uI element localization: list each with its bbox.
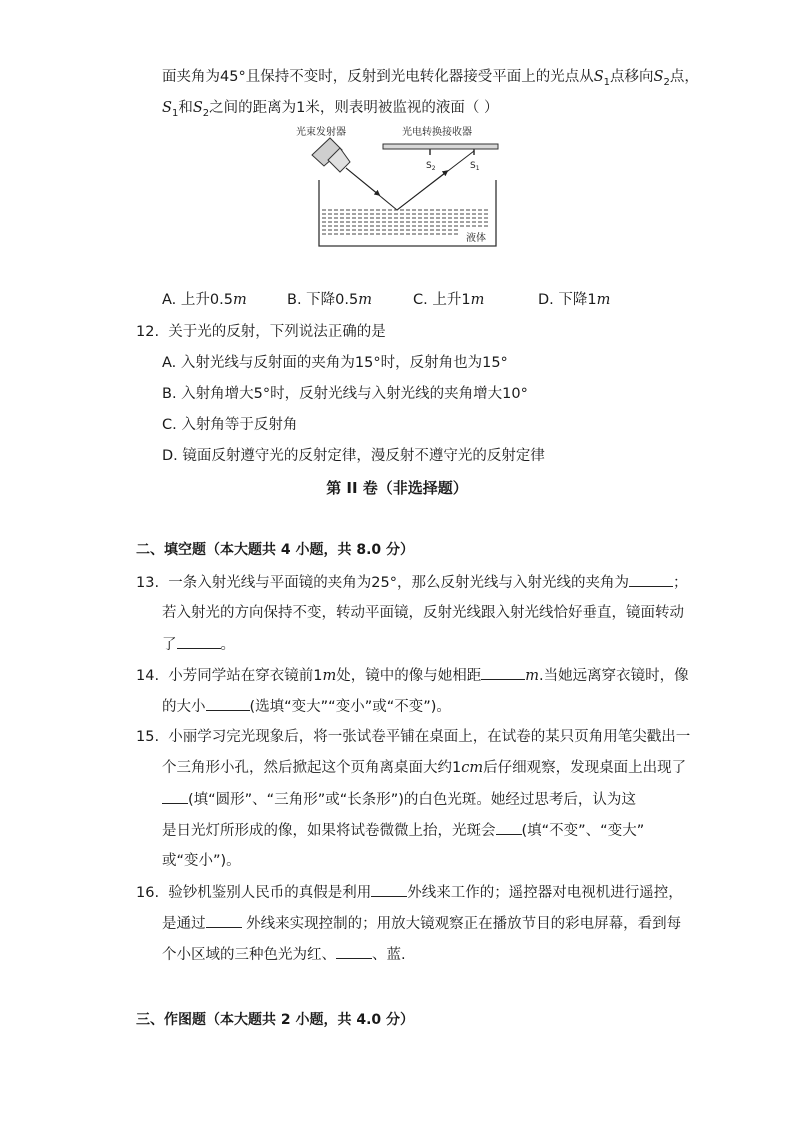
section-2-heading: 二、填空题（本大题共 4 小题，共 8.0 分） — [136, 542, 415, 558]
receiver-plate — [383, 144, 498, 149]
s1-subscript: 1 — [171, 107, 179, 119]
q12-stem — [136, 322, 386, 342]
option-key: C. — [162, 417, 177, 433]
q15-text: 是日光灯所形成的像，如果将试卷微微上抬，光斑会 — [162, 823, 496, 839]
q14-text: 的大小 — [162, 699, 206, 715]
liquid-label: 液体 — [466, 233, 486, 244]
question-number: 14. — [136, 668, 160, 684]
q11-option-d[interactable] — [538, 290, 610, 310]
q11-text: 之间的距离为1米，则表明被监视的液面（ ） — [209, 100, 499, 116]
option-unit: m — [596, 292, 611, 308]
option-text: 上升0.5 — [180, 292, 233, 308]
q13-text: 一条入射光线与平面镜的夹角为25°，那么反射光线与入射光线的夹角为 — [168, 575, 629, 591]
question-number: 12. — [136, 324, 160, 340]
option-text: 入射角增大5°时，反射光线与入射光线的夹角增大10° — [181, 386, 528, 402]
unit: m — [322, 668, 337, 684]
option-text: 上升1 — [432, 292, 471, 308]
q11-line-2 — [162, 98, 498, 124]
option-text: 下降1 — [558, 292, 597, 308]
option-key: A. — [162, 292, 177, 308]
q16-text: 外线来工作的；遥控器对电视机进行遥控， — [407, 885, 683, 901]
q16-text: 个小区域的三种色光为红、 — [162, 947, 336, 963]
option-text: 入射角等于反射角 — [181, 417, 298, 433]
q16-line-2 — [162, 913, 681, 934]
emitter-icon — [312, 138, 350, 172]
question-number: 13. — [136, 575, 160, 591]
q15-line-3 — [162, 789, 636, 810]
q13-line-2: 若入射光的方向保持不变，转动平面镜，反射光线跟入射光线恰好垂直，镜面转动 — [162, 605, 684, 621]
q16-text: 外线来实现控制的；用放大镜观察正在播放节目的彩电屏幕，看到每 — [241, 916, 682, 932]
q15-text: 小丽学习完光现象后，将一张试卷平铺在桌面上，在试卷的某只页角用笔尖戳出一 — [168, 729, 691, 745]
q15-line-4 — [162, 820, 644, 841]
option-text: 入射光线与反射面的夹角为15°时，反射角也为15° — [180, 355, 508, 371]
q15-text: (填“不变”、“变大” — [521, 823, 645, 839]
q16-text: 验钞机鉴别人民币的真假是利用 — [168, 885, 372, 901]
q14-text: (选填“变大”“变小”或“不变”)。 — [249, 699, 451, 715]
s2-subscript: 2 — [202, 107, 210, 119]
q13-text: 。 — [220, 637, 235, 653]
s2-symbol: S — [653, 69, 664, 85]
q11-option-b[interactable] — [287, 290, 372, 310]
option-key: C. — [413, 292, 428, 308]
q12-option-d[interactable] — [162, 446, 545, 466]
option-key: A. — [162, 355, 177, 371]
option-key: D. — [538, 292, 554, 308]
question-number: 15. — [136, 729, 160, 745]
q13-blank-1[interactable] — [629, 572, 673, 587]
q15-text: 后仔细观察，发现桌面上出现了 — [483, 760, 687, 776]
q14-text: .当她远离穿衣镜时，像 — [539, 668, 689, 684]
q11-option-c[interactable] — [413, 290, 484, 310]
q12-option-c[interactable] — [162, 415, 297, 435]
s1-label: $S_1$ — [470, 161, 480, 172]
option-text: 下降0.5 — [306, 292, 359, 308]
q11-option-a[interactable] — [162, 290, 247, 310]
s1-symbol: S — [593, 69, 604, 85]
q14-text: 处，镜中的像与她相距 — [336, 668, 482, 684]
q14-blank-2[interactable] — [206, 696, 250, 711]
q16-line-1 — [136, 882, 683, 903]
option-unit: m — [232, 292, 247, 308]
q11-text: 和 — [178, 100, 193, 116]
q14-line-2 — [162, 696, 451, 717]
liquid-surface — [322, 210, 490, 234]
option-unit: m — [470, 292, 485, 308]
question-number: 16. — [136, 885, 160, 901]
q15-blank-2[interactable] — [496, 820, 522, 835]
q11-line-1 — [162, 67, 699, 93]
q13-text: 了 — [162, 637, 177, 653]
s1-subscript: 1 — [603, 76, 611, 88]
unit: m — [525, 668, 540, 684]
s2-label: $S_2$ — [426, 161, 436, 172]
q14-text: 小芳同学站在穿衣镜前1 — [168, 668, 323, 684]
option-key: B. — [287, 292, 302, 308]
q11-text: 点， — [669, 69, 699, 85]
q13-text: ； — [672, 575, 688, 591]
q13-line-3 — [162, 634, 235, 655]
q15-text: 个三角形小孔，然后掀起这个页角离桌面大约1 — [162, 760, 462, 776]
q15-blank-1[interactable] — [162, 789, 188, 804]
q12-option-b[interactable] — [162, 384, 528, 404]
q14-blank-1[interactable] — [481, 665, 525, 680]
s1-symbol: S — [162, 100, 172, 116]
s2-subscript: 2 — [663, 76, 670, 88]
q12-option-a[interactable] — [162, 353, 508, 373]
q15-line-2 — [162, 758, 686, 778]
s2-symbol: S — [192, 100, 203, 116]
emitter-label: 光束发射器 — [296, 127, 346, 138]
option-key: D. — [162, 448, 178, 464]
liquid-level-diagram — [0, 122, 794, 252]
q16-blank-1[interactable] — [371, 882, 407, 897]
section-3-heading: 三、作图题（本大题共 2 小题，共 4.0 分） — [136, 1012, 415, 1028]
q16-text: 是通过 — [162, 916, 206, 932]
q16-line-3 — [162, 944, 406, 965]
q16-text: 、蓝. — [372, 947, 406, 963]
q15-text: (填“圆形”、“三角形”或“长条形”)的白色光斑。她经过思考后，认为这 — [188, 792, 636, 808]
q13-blank-2[interactable] — [177, 634, 221, 649]
question-stem: 关于光的反射，下列说法正确的是 — [168, 324, 386, 340]
q13-line-1 — [136, 572, 687, 593]
q15-line-1 — [136, 727, 690, 747]
option-text: 镜面反射遵守光的反射定律，漫反射不遵守光的反射定律 — [182, 448, 545, 464]
q16-blank-3[interactable] — [336, 944, 372, 959]
q16-blank-2[interactable] — [206, 913, 242, 928]
option-unit: m — [358, 292, 372, 308]
part-2-title: 第 II 卷（非选择题） — [326, 479, 468, 497]
q11-text: 点移向 — [610, 69, 654, 85]
unit: cm — [461, 760, 484, 776]
receiver-label: 光电转换接收器 — [402, 127, 472, 138]
option-key: B. — [162, 386, 177, 402]
q11-text: 面夹角为45°且保持不变时，反射到光电转化器接受平面上的光点从 — [162, 69, 594, 85]
q15-line-5: 或“变小”)。 — [162, 853, 241, 869]
q14-line-1 — [136, 665, 689, 686]
